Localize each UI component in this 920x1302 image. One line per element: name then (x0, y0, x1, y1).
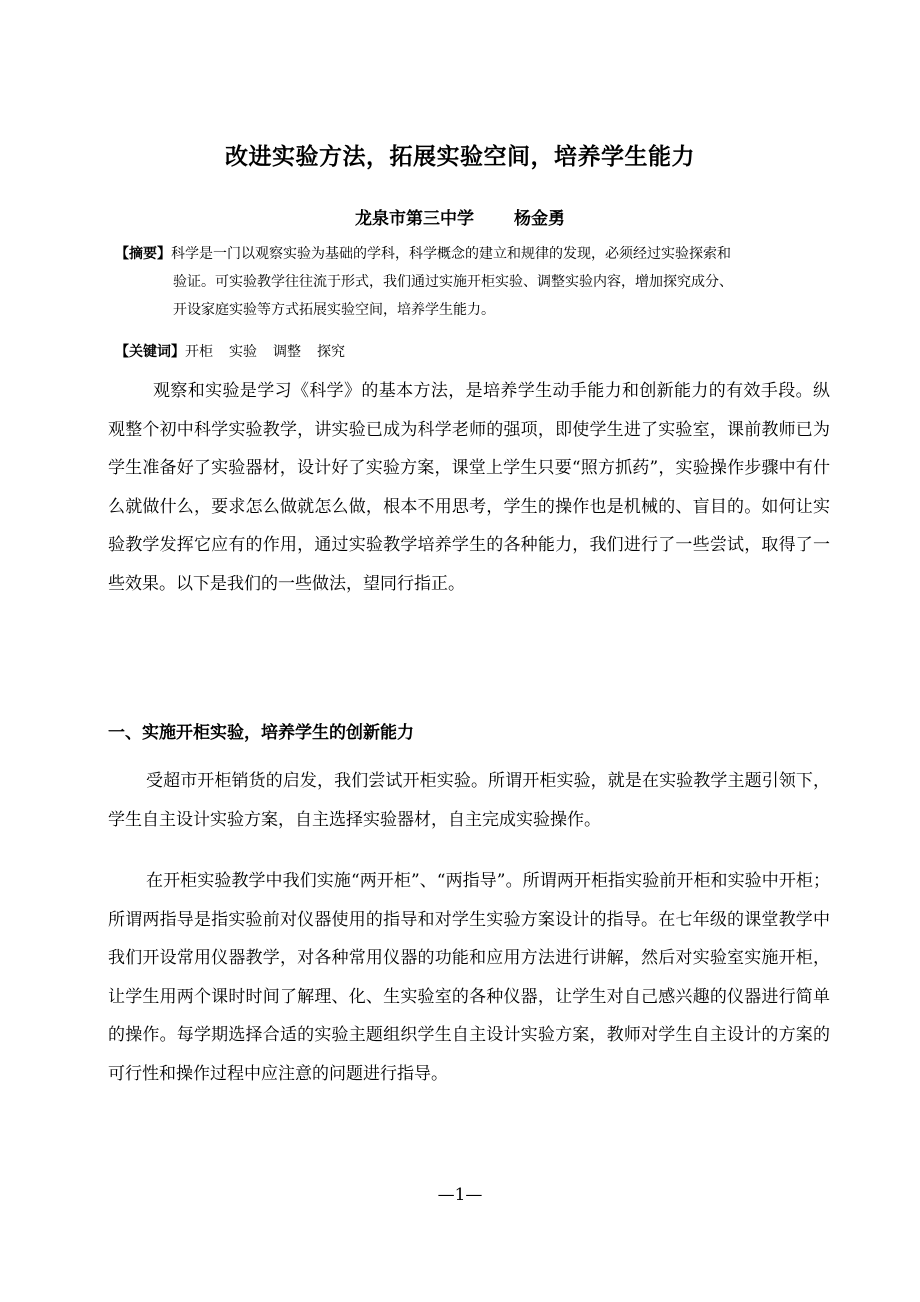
keywords (115, 340, 361, 364)
byline (0, 206, 920, 232)
abstract-line-3: 开设家庭实验等方式拓展实验空间，培养学生能力。 (173, 302, 495, 318)
keyword-item: 实验 (229, 344, 257, 360)
keyword-item: 探究 (317, 344, 345, 360)
abstract-label: 【摘要】 (115, 246, 171, 262)
section1-paragraph-1: 受超市开柜销货的启发，我们尝试开柜实验。所谓开柜实验，就是在实验教学主题引领下，学生自主设计实验方案，自主选择实验器材，自主完成实验操作。 (108, 771, 830, 830)
keyword-item: 调整 (273, 344, 301, 360)
section1-paragraph-2: 在开柜实验教学中我们实施“两开柜”、“两指导”。所谓两开柜指实验前开柜和实验中开柜；所谓两指导是指实验前对仪器使用的指导和对学生实验方案设计的指导。在七年级的课堂教学中我们开设常用仪器教学，对各种常用仪器的功能和应用方法进行讲解，然后对实验室实施开柜，让学生用两个课时时间了解理、化、生实验室的各种仪器，让学生对自己感兴趣的仪器进行简单的操作。每学期选择合适的实验主题组织学生自主设计实验方案，教师对学生自主设计的方案的可行性和操作过程中应注意的问题进行指导。 (108, 871, 830, 1084)
section-heading: 一、实施开柜实验，培养学生的创新能力 (108, 723, 414, 743)
keyword-item: 开柜 (185, 344, 213, 360)
document-title: 改进实验方法，拓展实验空间，培养学生能力 (225, 144, 695, 170)
author-name: 杨金勇 (514, 209, 565, 229)
abstract-line-2: 验证。可实验教学往往流于形式，我们通过实施开柜实验、调整实验内容，增加探究成分、 (173, 274, 733, 290)
intro-paragraph: 观察和实验是学习《科学》的基本方法，是培养学生动手能力和创新能力的有效手段。纵观整个初中科学实验教学，讲实验已成为科学老师的强项，即使学生进了实验室，课前教师已为学生准备好了实验器材，设计好了实验方案，课堂上学生只要“照方抓药”，实验操作步骤中有什么就做什么，要求怎么做就怎么做，根本不用思考，学生的操作也是机械的、盲目的。如何让实验教学发挥它应有的作用，通过实验教学培养学生的各种能力，我们进行了一些尝试，取得了一些效果。以下是我们的一些做法，望同行指正。 (108, 381, 830, 594)
keywords-label: 【关键词】 (115, 344, 185, 360)
abstract (115, 240, 830, 324)
section1-paragraph-1-block (108, 762, 830, 839)
abstract-text-1: 科学是一门以观察实验为基础的学科，科学概念的建立和规律的发现，必须经过实验探索和 (171, 246, 731, 262)
section1-paragraph-2-block (108, 862, 830, 1094)
abstract-line-1 (115, 240, 830, 268)
school-name: 龙泉市第三中学 (355, 209, 474, 229)
intro-section (108, 372, 830, 604)
page-number: —1— (437, 1185, 483, 1205)
